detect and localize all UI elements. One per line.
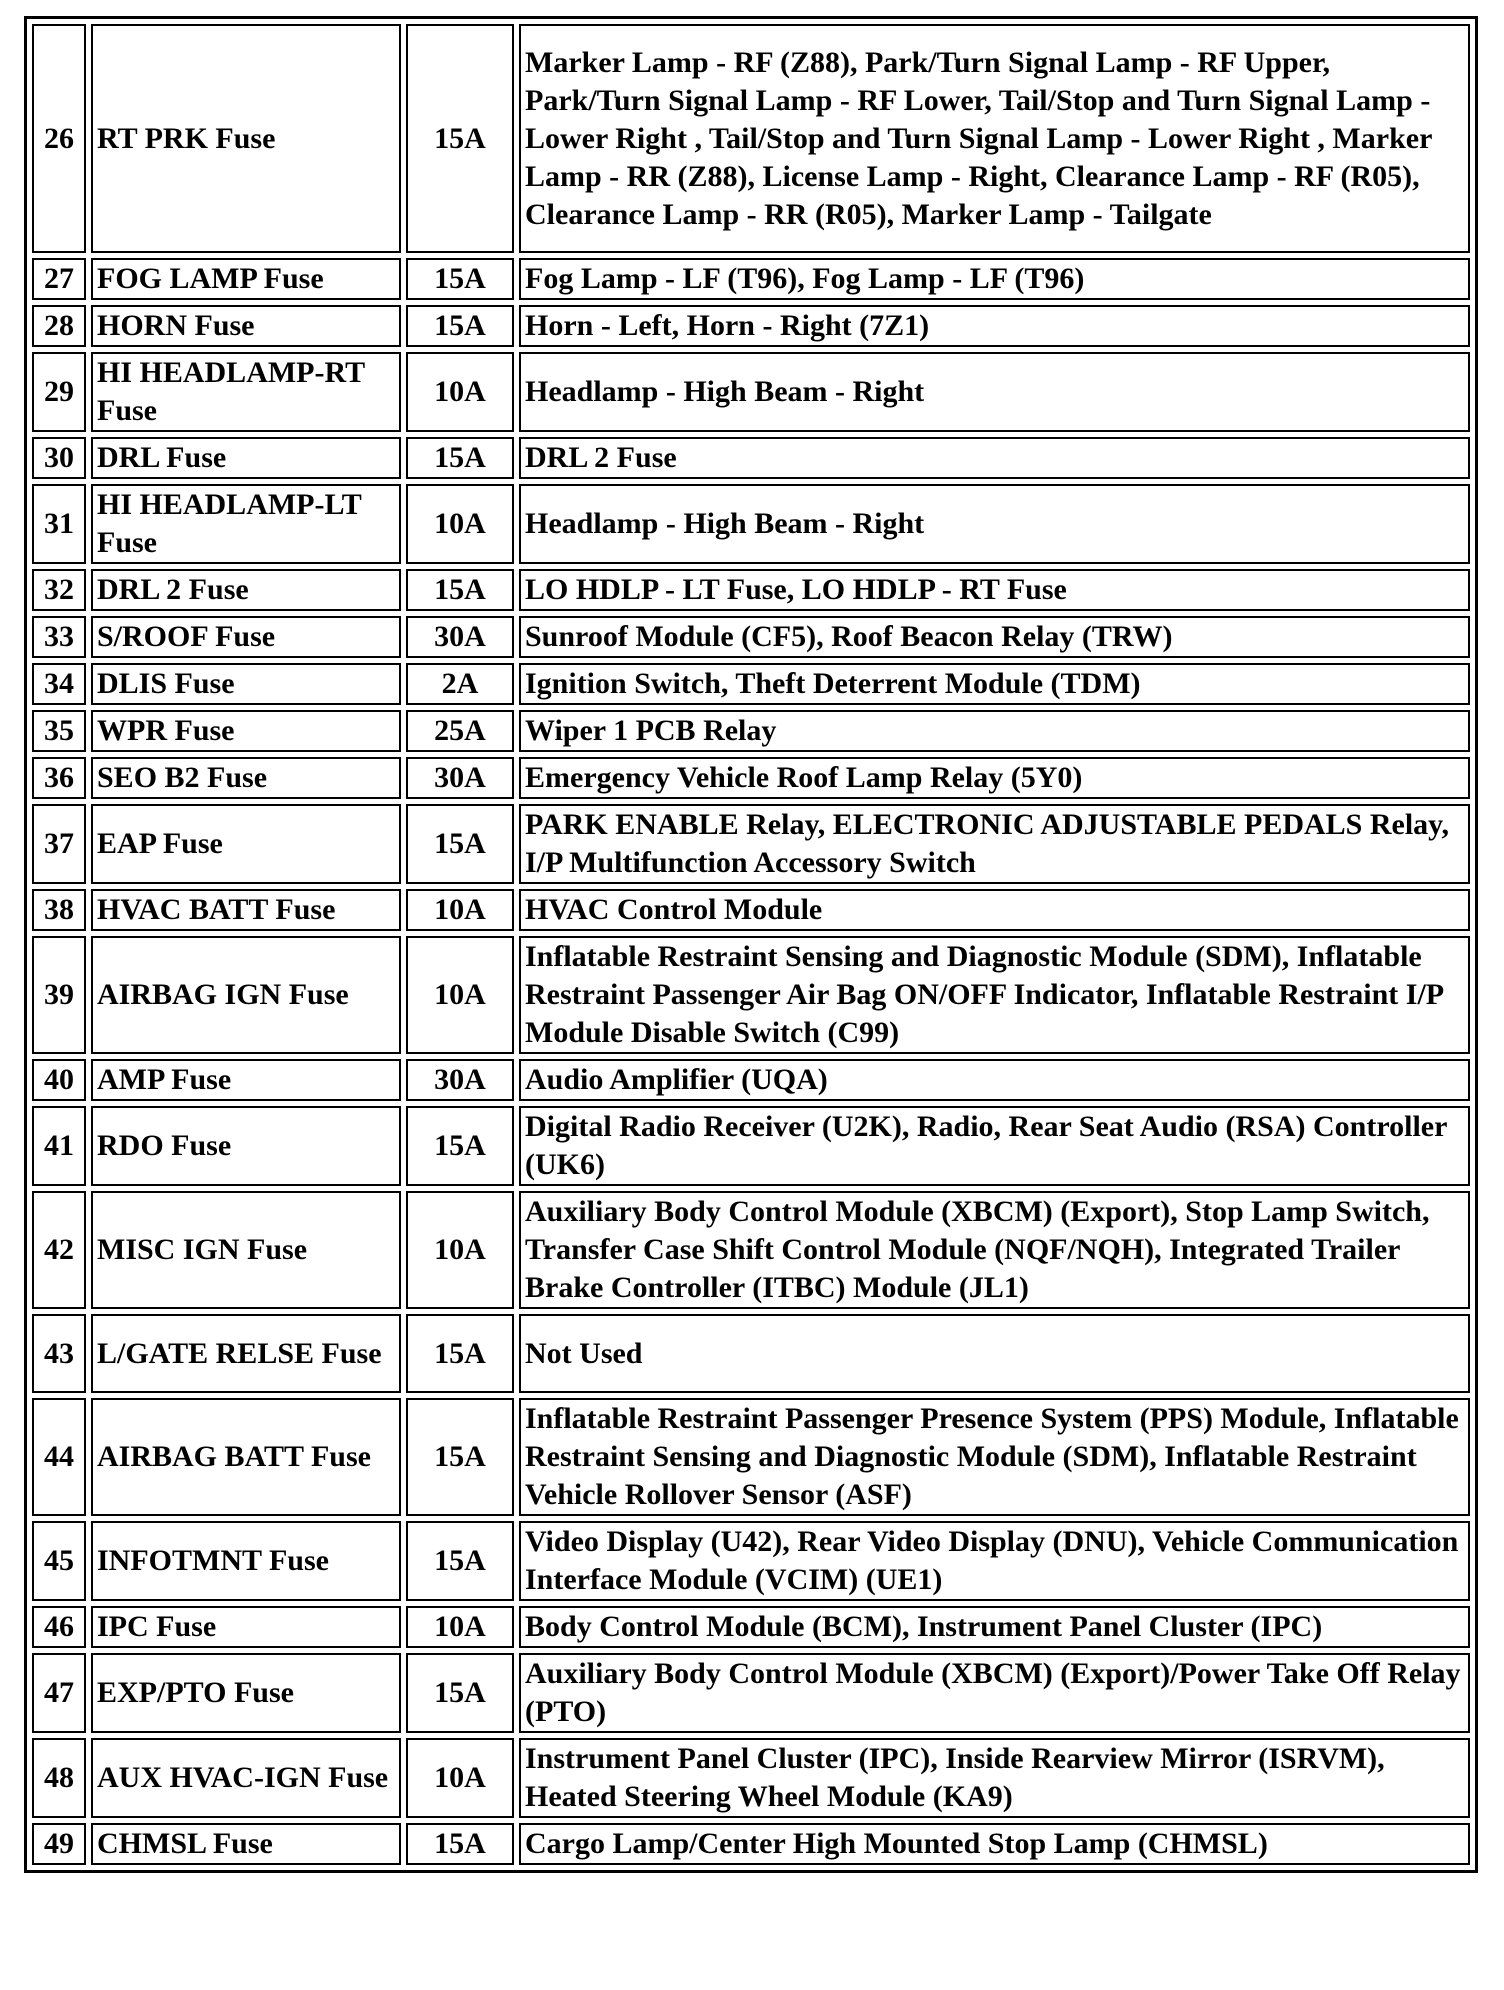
fuse-name: MISC IGN Fuse xyxy=(91,1191,401,1309)
fuse-circuits: Fog Lamp - LF (T96), Fog Lamp - LF (T96) xyxy=(519,258,1470,300)
fuse-row xyxy=(32,616,1470,658)
fuse-name: AIRBAG IGN Fuse xyxy=(91,936,401,1054)
fuse-number: 38 xyxy=(32,889,86,931)
fuse-name: CHMSL Fuse xyxy=(91,1823,401,1865)
fuse-row xyxy=(32,710,1470,752)
fuse-amperage: 15A xyxy=(406,24,514,253)
fuse-number: 47 xyxy=(32,1653,86,1733)
fuse-name: AMP Fuse xyxy=(91,1059,401,1101)
fuse-number: 39 xyxy=(32,936,86,1054)
fuse-number: 36 xyxy=(32,757,86,799)
fuse-amperage: 10A xyxy=(406,1191,514,1309)
fuse-circuits: Video Display (U42), Rear Video Display (DNU), Vehicle Communication Interface Module (VCIM) (UE1) xyxy=(519,1521,1470,1601)
fuse-row xyxy=(32,1653,1470,1733)
fuse-number: 28 xyxy=(32,305,86,347)
fuse-name: EAP Fuse xyxy=(91,804,401,884)
fuse-number: 32 xyxy=(32,569,86,611)
fuse-amperage: 15A xyxy=(406,305,514,347)
fuse-amperage: 15A xyxy=(406,804,514,884)
fuse-circuits: Auxiliary Body Control Module (XBCM) (Export)/Power Take Off Relay (PTO) xyxy=(519,1653,1470,1733)
fuse-number: 41 xyxy=(32,1106,86,1186)
fuse-name: INFOTMNT Fuse xyxy=(91,1521,401,1601)
fuse-circuits: Audio Amplifier (UQA) xyxy=(519,1059,1470,1101)
fuse-number: 33 xyxy=(32,616,86,658)
fuse-amperage: 10A xyxy=(406,352,514,432)
fuse-number: 34 xyxy=(32,663,86,705)
fuse-name: L/GATE RELSE Fuse xyxy=(91,1314,401,1393)
fuse-circuits: Not Used xyxy=(519,1314,1470,1393)
fuse-name: HORN Fuse xyxy=(91,305,401,347)
fuse-row xyxy=(32,757,1470,799)
fuse-row xyxy=(32,1059,1470,1101)
fuse-circuits: PARK ENABLE Relay, ELECTRONIC ADJUSTABLE PEDALS Relay, I/P Multifunction Accessory Switch xyxy=(519,804,1470,884)
fuse-name: FOG LAMP Fuse xyxy=(91,258,401,300)
fuse-circuits: Headlamp - High Beam - Right xyxy=(519,352,1470,432)
fuse-number: 30 xyxy=(32,437,86,479)
fuse-amperage: 15A xyxy=(406,1823,514,1865)
fuse-number: 35 xyxy=(32,710,86,752)
fuse-circuits: Inflatable Restraint Passenger Presence System (PPS) Module, Inflatable Restraint Sensing and Diagnostic Module (SDM), Inflatable Restraint Vehicle Rollover Sensor (ASF) xyxy=(519,1398,1470,1516)
fuse-table xyxy=(24,16,1478,1873)
fuse-row xyxy=(32,804,1470,884)
fuse-amperage: 15A xyxy=(406,1314,514,1393)
fuse-row xyxy=(32,1738,1470,1818)
fuse-circuits: Wiper 1 PCB Relay xyxy=(519,710,1470,752)
fuse-amperage: 15A xyxy=(406,1653,514,1733)
fuse-number: 31 xyxy=(32,484,86,564)
fuse-name: IPC Fuse xyxy=(91,1606,401,1648)
fuse-row xyxy=(32,936,1470,1054)
fuse-amperage: 30A xyxy=(406,757,514,799)
fuse-number: 44 xyxy=(32,1398,86,1516)
fuse-row xyxy=(32,1106,1470,1186)
fuse-amperage: 10A xyxy=(406,1606,514,1648)
fuse-name: AIRBAG BATT Fuse xyxy=(91,1398,401,1516)
fuse-name: DRL 2 Fuse xyxy=(91,569,401,611)
fuse-amperage: 30A xyxy=(406,616,514,658)
fuse-number: 43 xyxy=(32,1314,86,1393)
fuse-number: 49 xyxy=(32,1823,86,1865)
fuse-row xyxy=(32,1314,1470,1393)
fuse-circuits: Headlamp - High Beam - Right xyxy=(519,484,1470,564)
fuse-row xyxy=(32,1606,1470,1648)
fuse-circuits: Marker Lamp - RF (Z88), Park/Turn Signal Lamp - RF Upper, Park/Turn Signal Lamp - RF Lower, Tail/Stop and Turn Signal Lamp - Lower Right , Tail/Stop and Turn Signal Lamp - Lower Right , Marker Lamp - RR (Z88), License Lamp - Right, Clearance Lamp - RF (R05), Clearance Lamp - RR (R05), Marker Lamp - Tailgate xyxy=(519,24,1470,253)
fuse-circuits: HVAC Control Module xyxy=(519,889,1470,931)
fuse-number: 40 xyxy=(32,1059,86,1101)
fuse-circuits: Sunroof Module (CF5), Roof Beacon Relay (TRW) xyxy=(519,616,1470,658)
fuse-row xyxy=(32,1191,1470,1309)
fuse-table-body xyxy=(32,24,1470,1865)
fuse-amperage: 2A xyxy=(406,663,514,705)
fuse-row xyxy=(32,437,1470,479)
fuse-row xyxy=(32,24,1470,253)
fuse-circuits: Ignition Switch, Theft Deterrent Module (TDM) xyxy=(519,663,1470,705)
fuse-number: 29 xyxy=(32,352,86,432)
fuse-amperage: 15A xyxy=(406,1398,514,1516)
fuse-number: 26 xyxy=(32,24,86,253)
fuse-row xyxy=(32,1521,1470,1601)
fuse-amperage: 10A xyxy=(406,1738,514,1818)
fuse-circuits: Body Control Module (BCM), Instrument Panel Cluster (IPC) xyxy=(519,1606,1470,1648)
fuse-row xyxy=(32,569,1470,611)
fuse-row xyxy=(32,305,1470,347)
fuse-name: HI HEADLAMP-RT Fuse xyxy=(91,352,401,432)
fuse-row xyxy=(32,889,1470,931)
fuse-name: EXP/PTO Fuse xyxy=(91,1653,401,1733)
fuse-circuits: DRL 2 Fuse xyxy=(519,437,1470,479)
fuse-amperage: 25A xyxy=(406,710,514,752)
fuse-amperage: 30A xyxy=(406,1059,514,1101)
fuse-name: HI HEADLAMP-LT Fuse xyxy=(91,484,401,564)
fuse-name: WPR Fuse xyxy=(91,710,401,752)
fuse-amperage: 15A xyxy=(406,1106,514,1186)
fuse-amperage: 10A xyxy=(406,936,514,1054)
fuse-circuits: Emergency Vehicle Roof Lamp Relay (5Y0) xyxy=(519,757,1470,799)
fuse-amperage: 15A xyxy=(406,258,514,300)
fuse-number: 45 xyxy=(32,1521,86,1601)
fuse-number: 37 xyxy=(32,804,86,884)
fuse-row xyxy=(32,1398,1470,1516)
fuse-circuits: Digital Radio Receiver (U2K), Radio, Rear Seat Audio (RSA) Controller (UK6) xyxy=(519,1106,1470,1186)
fuse-number: 46 xyxy=(32,1606,86,1648)
fuse-row xyxy=(32,1823,1470,1865)
fuse-name: DLIS Fuse xyxy=(91,663,401,705)
fuse-amperage: 15A xyxy=(406,437,514,479)
fuse-circuits: Horn - Left, Horn - Right (7Z1) xyxy=(519,305,1470,347)
fuse-amperage: 15A xyxy=(406,1521,514,1601)
fuse-row xyxy=(32,258,1470,300)
fuse-name: S/ROOF Fuse xyxy=(91,616,401,658)
fuse-circuits: Inflatable Restraint Sensing and Diagnostic Module (SDM), Inflatable Restraint Passenger Air Bag ON/OFF Indicator, Inflatable Restraint I/P Module Disable Switch (C99) xyxy=(519,936,1470,1054)
fuse-name: HVAC BATT Fuse xyxy=(91,889,401,931)
fuse-name: RDO Fuse xyxy=(91,1106,401,1186)
fuse-circuits: Auxiliary Body Control Module (XBCM) (Export), Stop Lamp Switch, Transfer Case Shift Control Module (NQF/NQH), Integrated Trailer Brake Controller (ITBC) Module (JL1) xyxy=(519,1191,1470,1309)
fuse-name: RT PRK Fuse xyxy=(91,24,401,253)
fuse-amperage: 15A xyxy=(406,569,514,611)
fuse-number: 48 xyxy=(32,1738,86,1818)
fuse-row xyxy=(32,352,1470,432)
fuse-row xyxy=(32,484,1470,564)
fuse-number: 42 xyxy=(32,1191,86,1309)
fuse-name: AUX HVAC-IGN Fuse xyxy=(91,1738,401,1818)
fuse-name: SEO B2 Fuse xyxy=(91,757,401,799)
fuse-circuits: Cargo Lamp/Center High Mounted Stop Lamp (CHMSL) xyxy=(519,1823,1470,1865)
fuse-name: DRL Fuse xyxy=(91,437,401,479)
fuse-number: 27 xyxy=(32,258,86,300)
fuse-row xyxy=(32,663,1470,705)
fuse-amperage: 10A xyxy=(406,484,514,564)
fuse-circuits: LO HDLP - LT Fuse, LO HDLP - RT Fuse xyxy=(519,569,1470,611)
fuse-circuits: Instrument Panel Cluster (IPC), Inside Rearview Mirror (ISRVM), Heated Steering Wheel Module (KA9) xyxy=(519,1738,1470,1818)
fuse-amperage: 10A xyxy=(406,889,514,931)
